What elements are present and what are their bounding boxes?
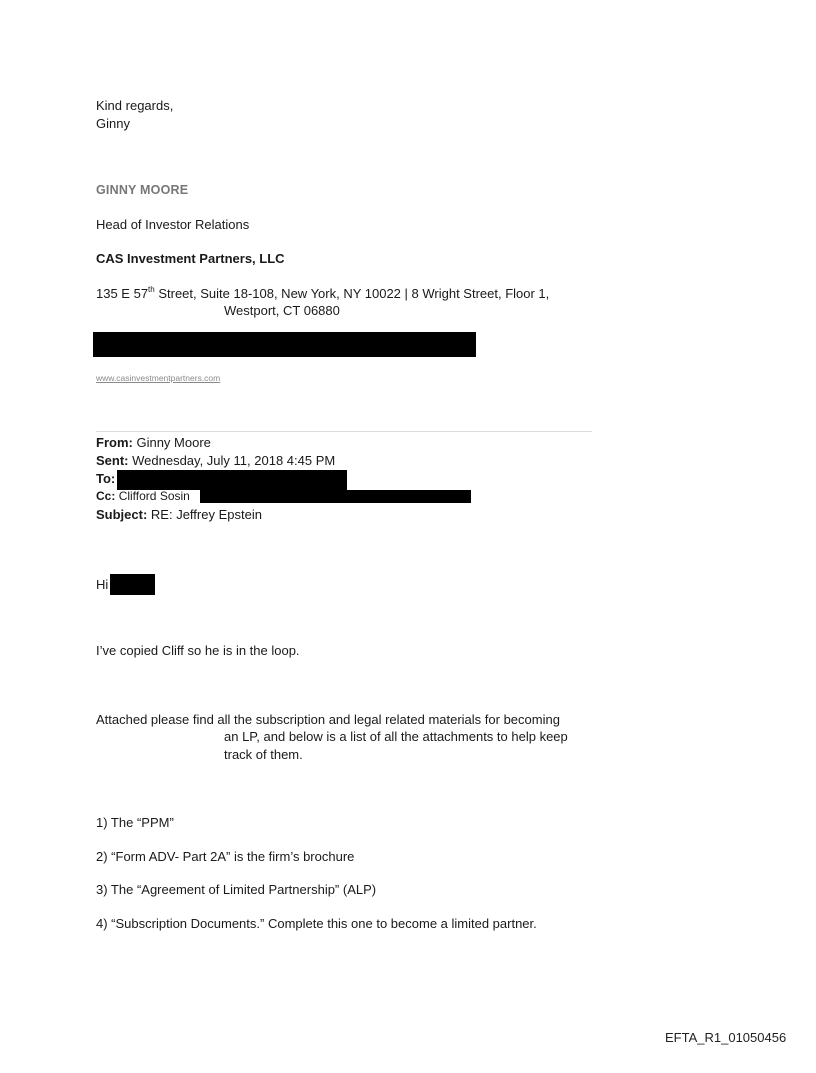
subject-label: Subject: <box>96 507 148 522</box>
to-label: To: <box>96 471 116 486</box>
signature-name: GINNY MOORE <box>96 183 189 197</box>
body-paragraph-line1: Attached please find all the subscription and legal related materials for becoming <box>96 712 560 727</box>
to-redaction <box>117 470 347 490</box>
sent-label: Sent: <box>96 453 129 468</box>
body-paragraph-line3: track of them. <box>224 747 303 762</box>
list-item: 2) “Form ADV- Part 2A” is the firm’s brochure <box>96 849 355 864</box>
to-line <box>96 470 115 487</box>
signature-address-line1 <box>96 285 549 302</box>
sent-value: Wednesday, July 11, 2018 4:45 PM <box>132 453 336 468</box>
divider <box>96 431 592 432</box>
body-line-1: I’ve copied Cliff so he is in the loop. <box>96 643 300 658</box>
document-id: EFTA_R1_01050456 <box>665 1030 787 1045</box>
address-part1: 135 E 57 <box>96 286 149 301</box>
greeting: Hi <box>96 577 109 592</box>
website-link[interactable]: www.casinvestmentpartners.com <box>96 373 221 383</box>
redaction-block <box>93 332 476 357</box>
from-label: From: <box>96 435 133 450</box>
from-line <box>96 434 211 451</box>
greeting-redaction <box>110 574 155 595</box>
signature-address-line2: Westport, CT 06880 <box>224 303 340 318</box>
cc-label: Cc: <box>96 489 116 503</box>
subject-value: RE: Jeffrey Epstein <box>150 507 262 522</box>
list-item: 4) “Subscription Documents.” Complete this one to become a limited partner. <box>96 916 537 931</box>
address-part2: Street, Suite 18-108, New York, NY 10022 | 8 Wright Street, Floor 1, <box>154 286 550 301</box>
signature-title: Head of Investor Relations <box>96 217 250 232</box>
cc-redaction <box>200 490 471 503</box>
from-value: Ginny Moore <box>136 435 211 450</box>
sent-line <box>96 452 335 469</box>
closing-text: Kind regards, <box>96 98 174 113</box>
cc-line <box>96 488 190 505</box>
list-item: 3) The “Agreement of Limited Partnership” (ALP) <box>96 882 377 897</box>
body-paragraph-line2: an LP, and below is a list of all the attachments to help keep <box>224 729 568 744</box>
address-superscript: th <box>148 284 155 294</box>
subject-line <box>96 506 262 523</box>
cc-value: Clifford Sosin <box>118 489 190 503</box>
signature-company: CAS Investment Partners, LLC <box>96 251 285 266</box>
signoff-name: Ginny <box>96 116 130 131</box>
list-item: 1) The “PPM” <box>96 815 174 830</box>
